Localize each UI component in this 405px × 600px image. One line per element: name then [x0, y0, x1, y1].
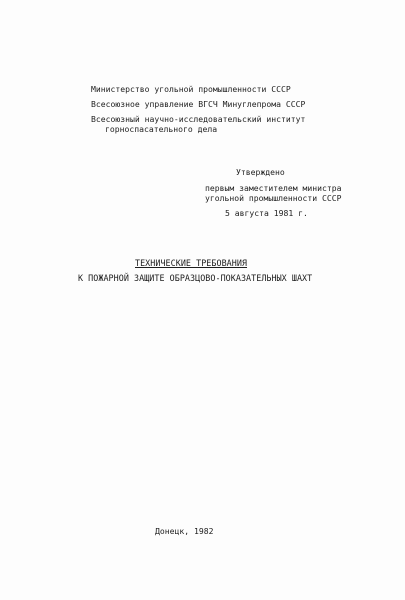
directorate-name: Всесоюзное управление ВГСЧ Минуглепрома СССР: [91, 99, 306, 109]
institute-name-line1: Всесоюзный научно-исследовательский институт: [91, 114, 306, 124]
approval-label: Утверждено: [236, 167, 285, 177]
institute-name-line2: горноспасательного дела: [105, 124, 218, 134]
document-title-line1: ТЕХНИЧЕСКИЕ ТРЕБОВАНИЯ: [135, 258, 248, 268]
document-title-line2: К ПОЖАРНОЙ ЗАЩИТЕ ОБРАЗЦОВО-ПОКАЗАТЕЛЬНЫХ ШАХТ: [78, 273, 313, 283]
ministry-name: Министерство угольной промышленности СССР: [91, 84, 291, 94]
place-and-year: Донецк, 1982: [155, 526, 214, 536]
approval-by-line2: угольной промышленности СССР: [205, 193, 342, 203]
approval-by-line1: первым заместителем министра: [205, 183, 342, 193]
approval-date: 5 августа 1981 г.: [225, 208, 308, 218]
